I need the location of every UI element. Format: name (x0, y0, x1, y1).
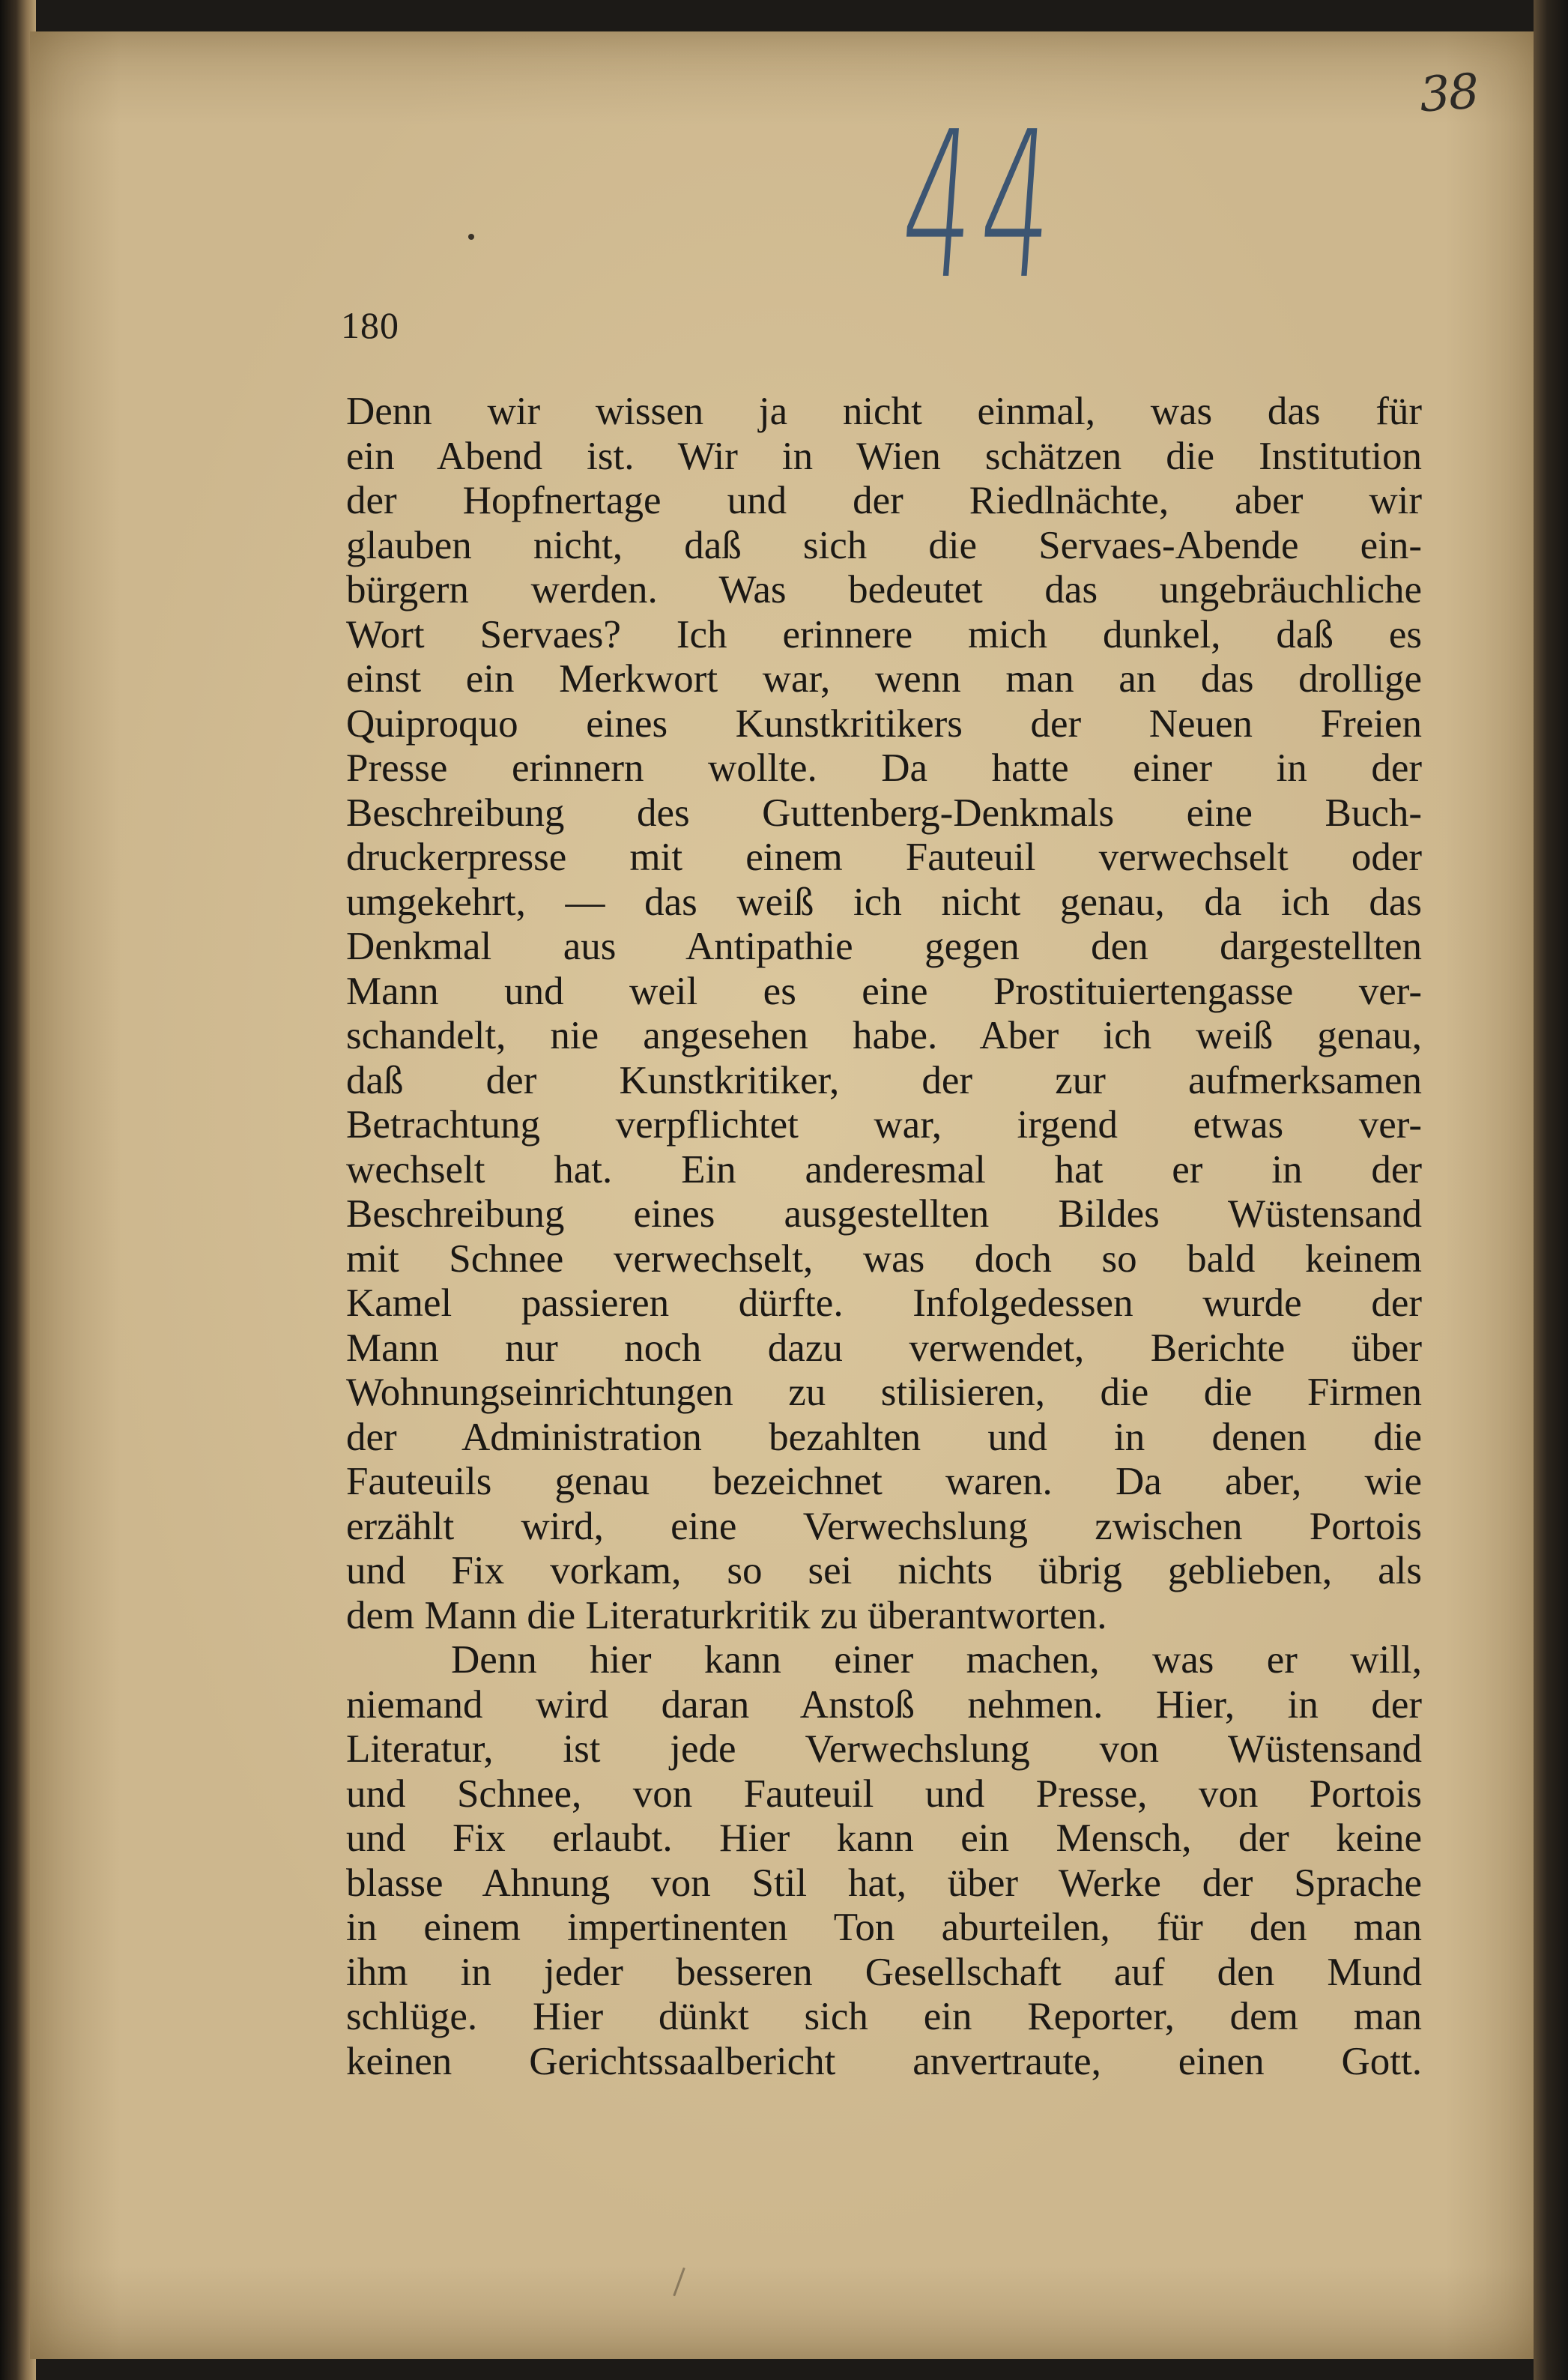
text-line: Mann und weil es eine Prostituiertengasse ver- (346, 969, 1422, 1013)
text-line: ein Abend ist. Wir in Wien schätzen die Institution (346, 434, 1422, 478)
text-line: Wohnungseinrichtungen zu stilisieren, die die Firmen (346, 1371, 1422, 1414)
text-line: Betrachtung verpflichtet war, irgend etwas ver- (346, 1103, 1422, 1147)
text-line: erzählt wird, eine Verwechslung zwischen Portois (346, 1504, 1422, 1548)
text-line: bürgern werden. Was bedeutet das ungebräuchliche (346, 568, 1422, 611)
text-line: daß der Kunstkritiker, der zur aufmerksamen (346, 1058, 1422, 1102)
text-line: Denkmal aus Antipathie gegen den dargestellten (346, 925, 1422, 968)
text-line: schandelt, nie angesehen habe. Aber ich weiß genau, (346, 1014, 1422, 1057)
text-line: schlüge. Hier dünkt sich ein Reporter, dem man (346, 1995, 1422, 2038)
text-line: ihm in jeder besseren Gesellschaft auf den Mund (346, 1950, 1422, 1994)
text-line: mit Schnee verwechselt, was doch so bald keinem (346, 1236, 1422, 1281)
text-line: Wort Servaes? Ich erinnere mich dunkel, daß es (346, 612, 1422, 656)
text-line: Kamel passieren dürfte. Infolgedessen wurde der (346, 1281, 1422, 1325)
body-text (346, 390, 1422, 2084)
text-line: und Schnee, von Fauteuil und Presse, von Portois (346, 1772, 1422, 1816)
text-line: keinen Gerichtssaalbericht anvertraute, einen Gott. (346, 2039, 1422, 2083)
ink-speck (468, 234, 474, 240)
text-line: und Fix vorkam, so sei nichts übrig geblieben, als (346, 1549, 1422, 1592)
text-line: Presse erinnern wollte. Da hatte einer in der (346, 746, 1422, 790)
text-line: Mann nur noch dazu verwendet, Berichte über (346, 1326, 1422, 1370)
page-edge (1534, 0, 1568, 2380)
text-line: umgekehrt, — das weiß ich nicht genau, da ich das (346, 880, 1422, 924)
text-line: glauben nicht, daß sich die Servaes-Abende ein- (346, 523, 1422, 567)
text-line: Denn hier kann einer machen, was er will, (451, 1638, 1422, 1682)
handwritten-ink-number: 44 (895, 88, 1068, 324)
printed-page-number: 180 (341, 304, 399, 346)
text-line: Fauteuils genau bezeichnet waren. Da aber, wie (346, 1460, 1422, 1503)
text-line: der Administration bezahlten und in denen die (346, 1415, 1422, 1459)
text-line: Denn wir wissen ja nicht einmal, was das für (346, 390, 1422, 433)
text-line: dem Mann die Literaturkritik zu überantworten. (346, 1593, 1107, 1637)
text-line: in einem impertinenten Ton aburteilen, für den man (346, 1906, 1422, 1949)
text-line: Quiproquo eines Kunstkritikers der Neuen Freien (346, 701, 1422, 746)
text-line: blasse Ahnung von Stil hat, über Werke der Sprache (346, 1861, 1422, 1905)
text-line: Beschreibung des Guttenberg-Denkmals eine Buch- (346, 791, 1422, 835)
text-line: druckerpresse mit einem Fauteuil verwechselt oder (346, 836, 1422, 879)
text-line: niemand wird daran Anstoß nehmen. Hier, in der (346, 1682, 1422, 1727)
handwritten-folio-number: 38 (1417, 64, 1480, 124)
text-line: Beschreibung eines ausgestellten Bildes Wüstensand (346, 1192, 1422, 1236)
paragraph (346, 1638, 1422, 2084)
text-line: einst ein Merkwort war, wenn man an das drollige (346, 657, 1422, 701)
text-line: der Hopfnertage und der Riedlnächte, aber wir (346, 479, 1422, 522)
text-line: und Fix erlaubt. Hier kann ein Mensch, der keine (346, 1816, 1422, 1860)
text-line: Literatur, ist jede Verwechslung von Wüstensand (346, 1727, 1422, 1771)
paragraph (346, 390, 1422, 1638)
text-line: wechselt hat. Ein anderesmal hat er in der (346, 1147, 1422, 1191)
